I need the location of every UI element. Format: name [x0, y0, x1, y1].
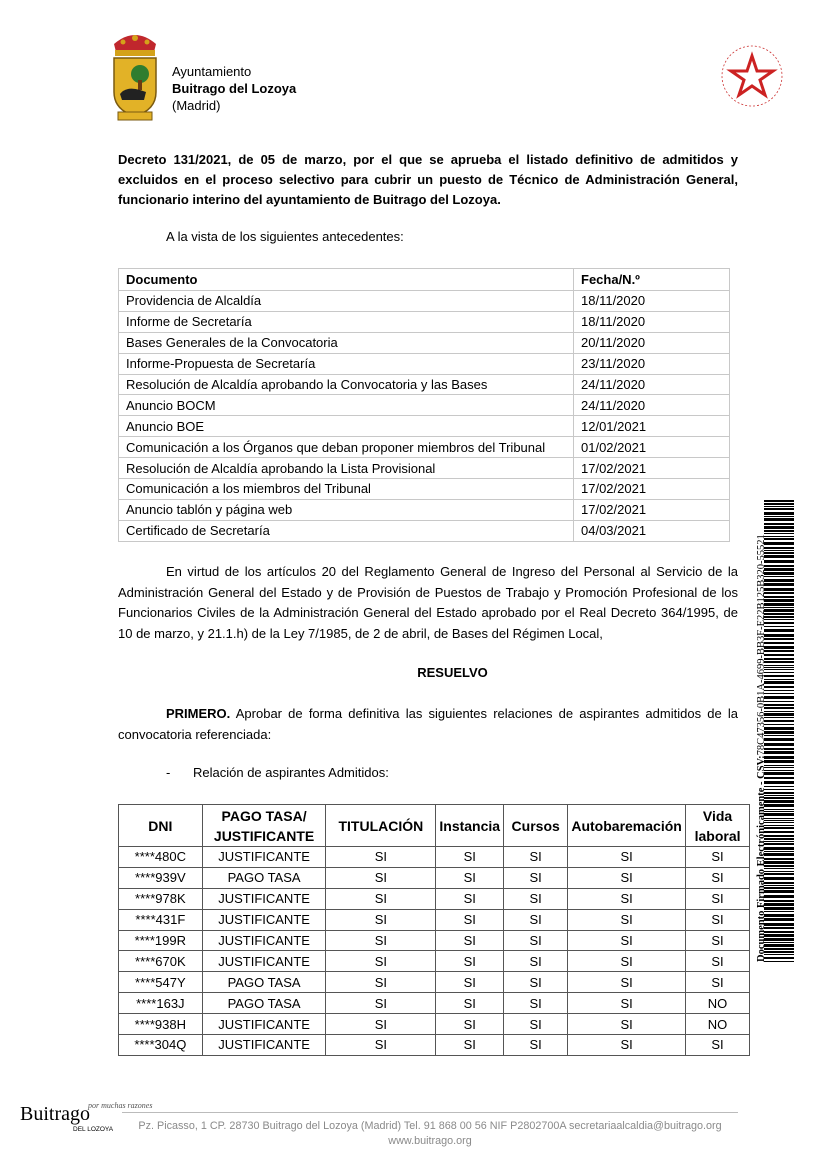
cursos-cell: SI — [504, 867, 568, 888]
cursos-cell: SI — [504, 972, 568, 993]
cursos-cell: SI — [504, 909, 568, 930]
fecha-cell: 17/02/2021 — [574, 479, 730, 500]
documento-cell: Informe-Propuesta de Secretaría — [119, 353, 574, 374]
documento-cell: Resolución de Alcaldía aprobando la Lista Provisional — [119, 458, 574, 479]
vida-laboral-cell: SI — [686, 951, 750, 972]
titulacion-cell: SI — [326, 993, 436, 1014]
electronic-signature-csv — [756, 534, 767, 962]
documento-cell: Informe de Secretaría — [119, 311, 574, 332]
fecha-cell: 20/11/2020 — [574, 332, 730, 353]
org-line-2: Buitrago del Lozoya — [172, 81, 297, 96]
footer-web: www.buitrago.org — [388, 1135, 472, 1147]
primero-lead: PRIMERO. — [166, 706, 231, 721]
dni-cell: ****670K — [119, 951, 203, 972]
dni-cell: ****547Y — [119, 972, 203, 993]
autobaremacion-cell: SI — [568, 909, 686, 930]
fecha-cell: 01/02/2021 — [574, 437, 730, 458]
instancia-cell: SI — [436, 847, 504, 868]
autobaremacion-cell: SI — [568, 1035, 686, 1056]
admitidos-row — [119, 867, 750, 888]
documento-cell: Providencia de Alcaldía — [119, 291, 574, 312]
autobaremacion-cell: SI — [568, 951, 686, 972]
documento-cell: Certificado de Secretaría — [119, 520, 574, 541]
vida-laboral-cell: SI — [686, 909, 750, 930]
pago-tasa-cell: JUSTIFICANTE — [202, 888, 326, 909]
intro-text: A la vista de los siguientes antecedentes: — [166, 229, 404, 244]
titulacion-cell: SI — [326, 930, 436, 951]
admitidos-row — [119, 909, 750, 930]
antecedentes-row — [119, 437, 730, 458]
pago-tasa-cell: JUSTIFICANTE — [202, 930, 326, 951]
bullet-text: Relación de aspirantes Admitidos: — [193, 765, 389, 780]
csv-label: Documento Firmado Electrónicamente - CSV: — [756, 755, 767, 962]
documento-cell: Comunicación a los Órganos que deban proponer miembros del Tribunal — [119, 437, 574, 458]
pago-tasa-cell: PAGO TASA — [202, 993, 326, 1014]
admitidos-header-cell: TITULACIÓN — [326, 805, 436, 847]
fecha-cell: 17/02/2021 — [574, 458, 730, 479]
instancia-cell: SI — [436, 888, 504, 909]
autobaremacion-cell: SI — [568, 888, 686, 909]
cursos-cell: SI — [504, 930, 568, 951]
antecedentes-header-row — [119, 269, 730, 291]
pago-tasa-cell: JUSTIFICANTE — [202, 909, 326, 930]
admitidos-row — [119, 972, 750, 993]
titulacion-cell: SI — [326, 888, 436, 909]
cursos-cell: SI — [504, 1014, 568, 1035]
pago-tasa-cell: JUSTIFICANTE — [202, 1035, 326, 1056]
vida-laboral-cell: SI — [686, 888, 750, 909]
coat-of-arms-logo — [106, 30, 164, 124]
admitidos-row — [119, 930, 750, 951]
titulacion-cell: SI — [326, 847, 436, 868]
antecedentes-row — [119, 353, 730, 374]
fecha-cell: 24/11/2020 — [574, 395, 730, 416]
fecha-cell: 18/11/2020 — [574, 291, 730, 312]
vida-laboral-cell: SI — [686, 1035, 750, 1056]
pago-tasa-cell: PAGO TASA — [202, 867, 326, 888]
instancia-cell: SI — [436, 1035, 504, 1056]
footer-divider — [122, 1112, 738, 1113]
organization-name — [172, 63, 296, 114]
admitidos-table — [118, 804, 750, 1056]
dni-cell: ****163J — [119, 993, 203, 1014]
dni-cell: ****939V — [119, 867, 203, 888]
titulacion-cell: SI — [326, 1014, 436, 1035]
vida-laboral-cell: SI — [686, 972, 750, 993]
dni-cell: ****978K — [119, 888, 203, 909]
antecedentes-row — [119, 374, 730, 395]
vida-laboral-cell: SI — [686, 847, 750, 868]
autobaremacion-cell: SI — [568, 972, 686, 993]
admitidos-row — [119, 1014, 750, 1035]
fecha-cell: 24/11/2020 — [574, 374, 730, 395]
admitidos-header-cell: Cursos — [504, 805, 568, 847]
fecha-cell: 04/03/2021 — [574, 520, 730, 541]
footer-address-line: Pz. Picasso, 1 CP. 28730 Buitrago del Lozoya (Madrid) Tel. 91 868 00 56 NIF P2802700A secretariaalcaldia@buitrago.org — [138, 1120, 722, 1132]
cursos-cell: SI — [504, 847, 568, 868]
vida-laboral-cell: SI — [686, 930, 750, 951]
antecedentes-row — [119, 416, 730, 437]
dni-cell: ****938H — [119, 1014, 203, 1035]
pago-tasa-cell: JUSTIFICANTE — [202, 847, 326, 868]
fecha-cell: 17/02/2021 — [574, 499, 730, 520]
footer-logo-tagline: por muchas razones — [88, 1101, 153, 1110]
admitidos-row — [119, 888, 750, 909]
pago-tasa-cell: JUSTIFICANTE — [202, 1014, 326, 1035]
admitidos-header-cell: PAGO TASA/ JUSTIFICANTE — [202, 805, 326, 847]
documento-cell: Anuncio BOE — [119, 416, 574, 437]
vida-laboral-cell: NO — [686, 993, 750, 1014]
bullet-dash: - — [166, 765, 171, 780]
instancia-cell: SI — [436, 972, 504, 993]
admitidos-header-cell: DNI — [119, 805, 203, 847]
fecha-cell: 12/01/2021 — [574, 416, 730, 437]
footer-address — [122, 1119, 738, 1149]
dni-cell: ****480C — [119, 847, 203, 868]
primero-text: Aprobar de forma definitiva las siguientes relaciones de aspirantes admitidos de la convocatoria referenciada: — [118, 706, 738, 742]
admitidos-row — [119, 993, 750, 1014]
legal-basis-paragraph: En virtud de los artículos 20 del Reglamento General de Ingreso del Personal al Servicio de la Administración General del Estado y de Provisión de Puestos de Trabajo y Promoción Profesional de los Funcionarios Civiles de la Administración General del Estado aprobado por el Real Decreto 364/1995, de 10 de marzo, y 21.1.h) de la Ley 7/1985, de 2 de abril, de Bases del Régimen Local, — [118, 564, 738, 641]
admitidos-header-cell: Autobaremación — [568, 805, 686, 847]
antecedentes-row — [119, 332, 730, 353]
pago-tasa-cell: JUSTIFICANTE — [202, 951, 326, 972]
antecedentes-row — [119, 520, 730, 541]
autobaremacion-cell: SI — [568, 847, 686, 868]
resuelvo-heading: RESUELVO — [417, 665, 488, 680]
csv-code: 78C47356-0B1A-4699-BB3F-E22B125B320-55521 — [756, 534, 767, 756]
documento-cell: Anuncio BOCM — [119, 395, 574, 416]
cursos-cell: SI — [504, 951, 568, 972]
titulacion-cell: SI — [326, 867, 436, 888]
documento-cell: Comunicación a los miembros del Tribunal — [119, 479, 574, 500]
vida-laboral-cell: NO — [686, 1014, 750, 1035]
documento-cell: Anuncio tablón y página web — [119, 499, 574, 520]
instancia-cell: SI — [436, 1014, 504, 1035]
instancia-cell: SI — [436, 993, 504, 1014]
antecedentes-table — [118, 268, 730, 542]
titulacion-cell: SI — [326, 972, 436, 993]
cursos-cell: SI — [504, 888, 568, 909]
dni-cell: ****199R — [119, 930, 203, 951]
autobaremacion-cell: SI — [568, 1014, 686, 1035]
dni-cell: ****431F — [119, 909, 203, 930]
admitidos-header-cell: Instancia — [436, 805, 504, 847]
org-line-1: Ayuntamiento — [172, 64, 252, 79]
footer-logo-small: DEL LOZOYA — [73, 1126, 114, 1133]
admitidos-row — [119, 951, 750, 972]
antecedentes-row — [119, 395, 730, 416]
signature-barcode — [764, 500, 794, 962]
admitidos-header-cell: Vida laboral — [686, 805, 750, 847]
instancia-cell: SI — [436, 867, 504, 888]
villas-de-madrid-seal — [718, 42, 786, 110]
dni-cell: ****304Q — [119, 1035, 203, 1056]
antecedentes-row — [119, 458, 730, 479]
footer-logo-text: Buitrago — [20, 1103, 90, 1125]
autobaremacion-cell: SI — [568, 867, 686, 888]
instancia-cell: SI — [436, 909, 504, 930]
admitidos-row — [119, 1035, 750, 1056]
vida-laboral-cell: SI — [686, 867, 750, 888]
admitidos-row — [119, 847, 750, 868]
titulacion-cell: SI — [326, 951, 436, 972]
autobaremacion-cell: SI — [568, 993, 686, 1014]
org-line-3: (Madrid) — [172, 98, 221, 113]
antecedentes-row — [119, 311, 730, 332]
admitidos-header-row — [119, 805, 750, 847]
cursos-cell: SI — [504, 1035, 568, 1056]
antecedentes-row — [119, 499, 730, 520]
titulacion-cell: SI — [326, 1035, 436, 1056]
primero-paragraph — [118, 704, 738, 745]
antecedentes-row — [119, 291, 730, 312]
documento-cell: Resolución de Alcaldía aprobando la Convocatoria y las Bases — [119, 374, 574, 395]
cursos-cell: SI — [504, 993, 568, 1014]
fecha-cell: 18/11/2020 — [574, 311, 730, 332]
documento-cell: Bases Generales de la Convocatoria — [119, 332, 574, 353]
antecedentes-row — [119, 479, 730, 500]
instancia-cell: SI — [436, 930, 504, 951]
antecedentes-header-cell: Documento — [119, 269, 574, 291]
fecha-cell: 23/11/2020 — [574, 353, 730, 374]
antecedentes-header-cell: Fecha/N.º — [574, 269, 730, 291]
instancia-cell: SI — [436, 951, 504, 972]
pago-tasa-cell: PAGO TASA — [202, 972, 326, 993]
autobaremacion-cell: SI — [568, 930, 686, 951]
titulacion-cell: SI — [326, 909, 436, 930]
admitidos-bullet — [166, 765, 389, 780]
decree-title: Decreto 131/2021, de 05 de marzo, por el que se aprueba el listado definitivo de admitidos y excluidos en el proceso selectivo para cubrir un puesto de Técnico de Administración General, funcionario interino del ayuntamiento de Buitrago del Lozoya. — [118, 152, 738, 207]
